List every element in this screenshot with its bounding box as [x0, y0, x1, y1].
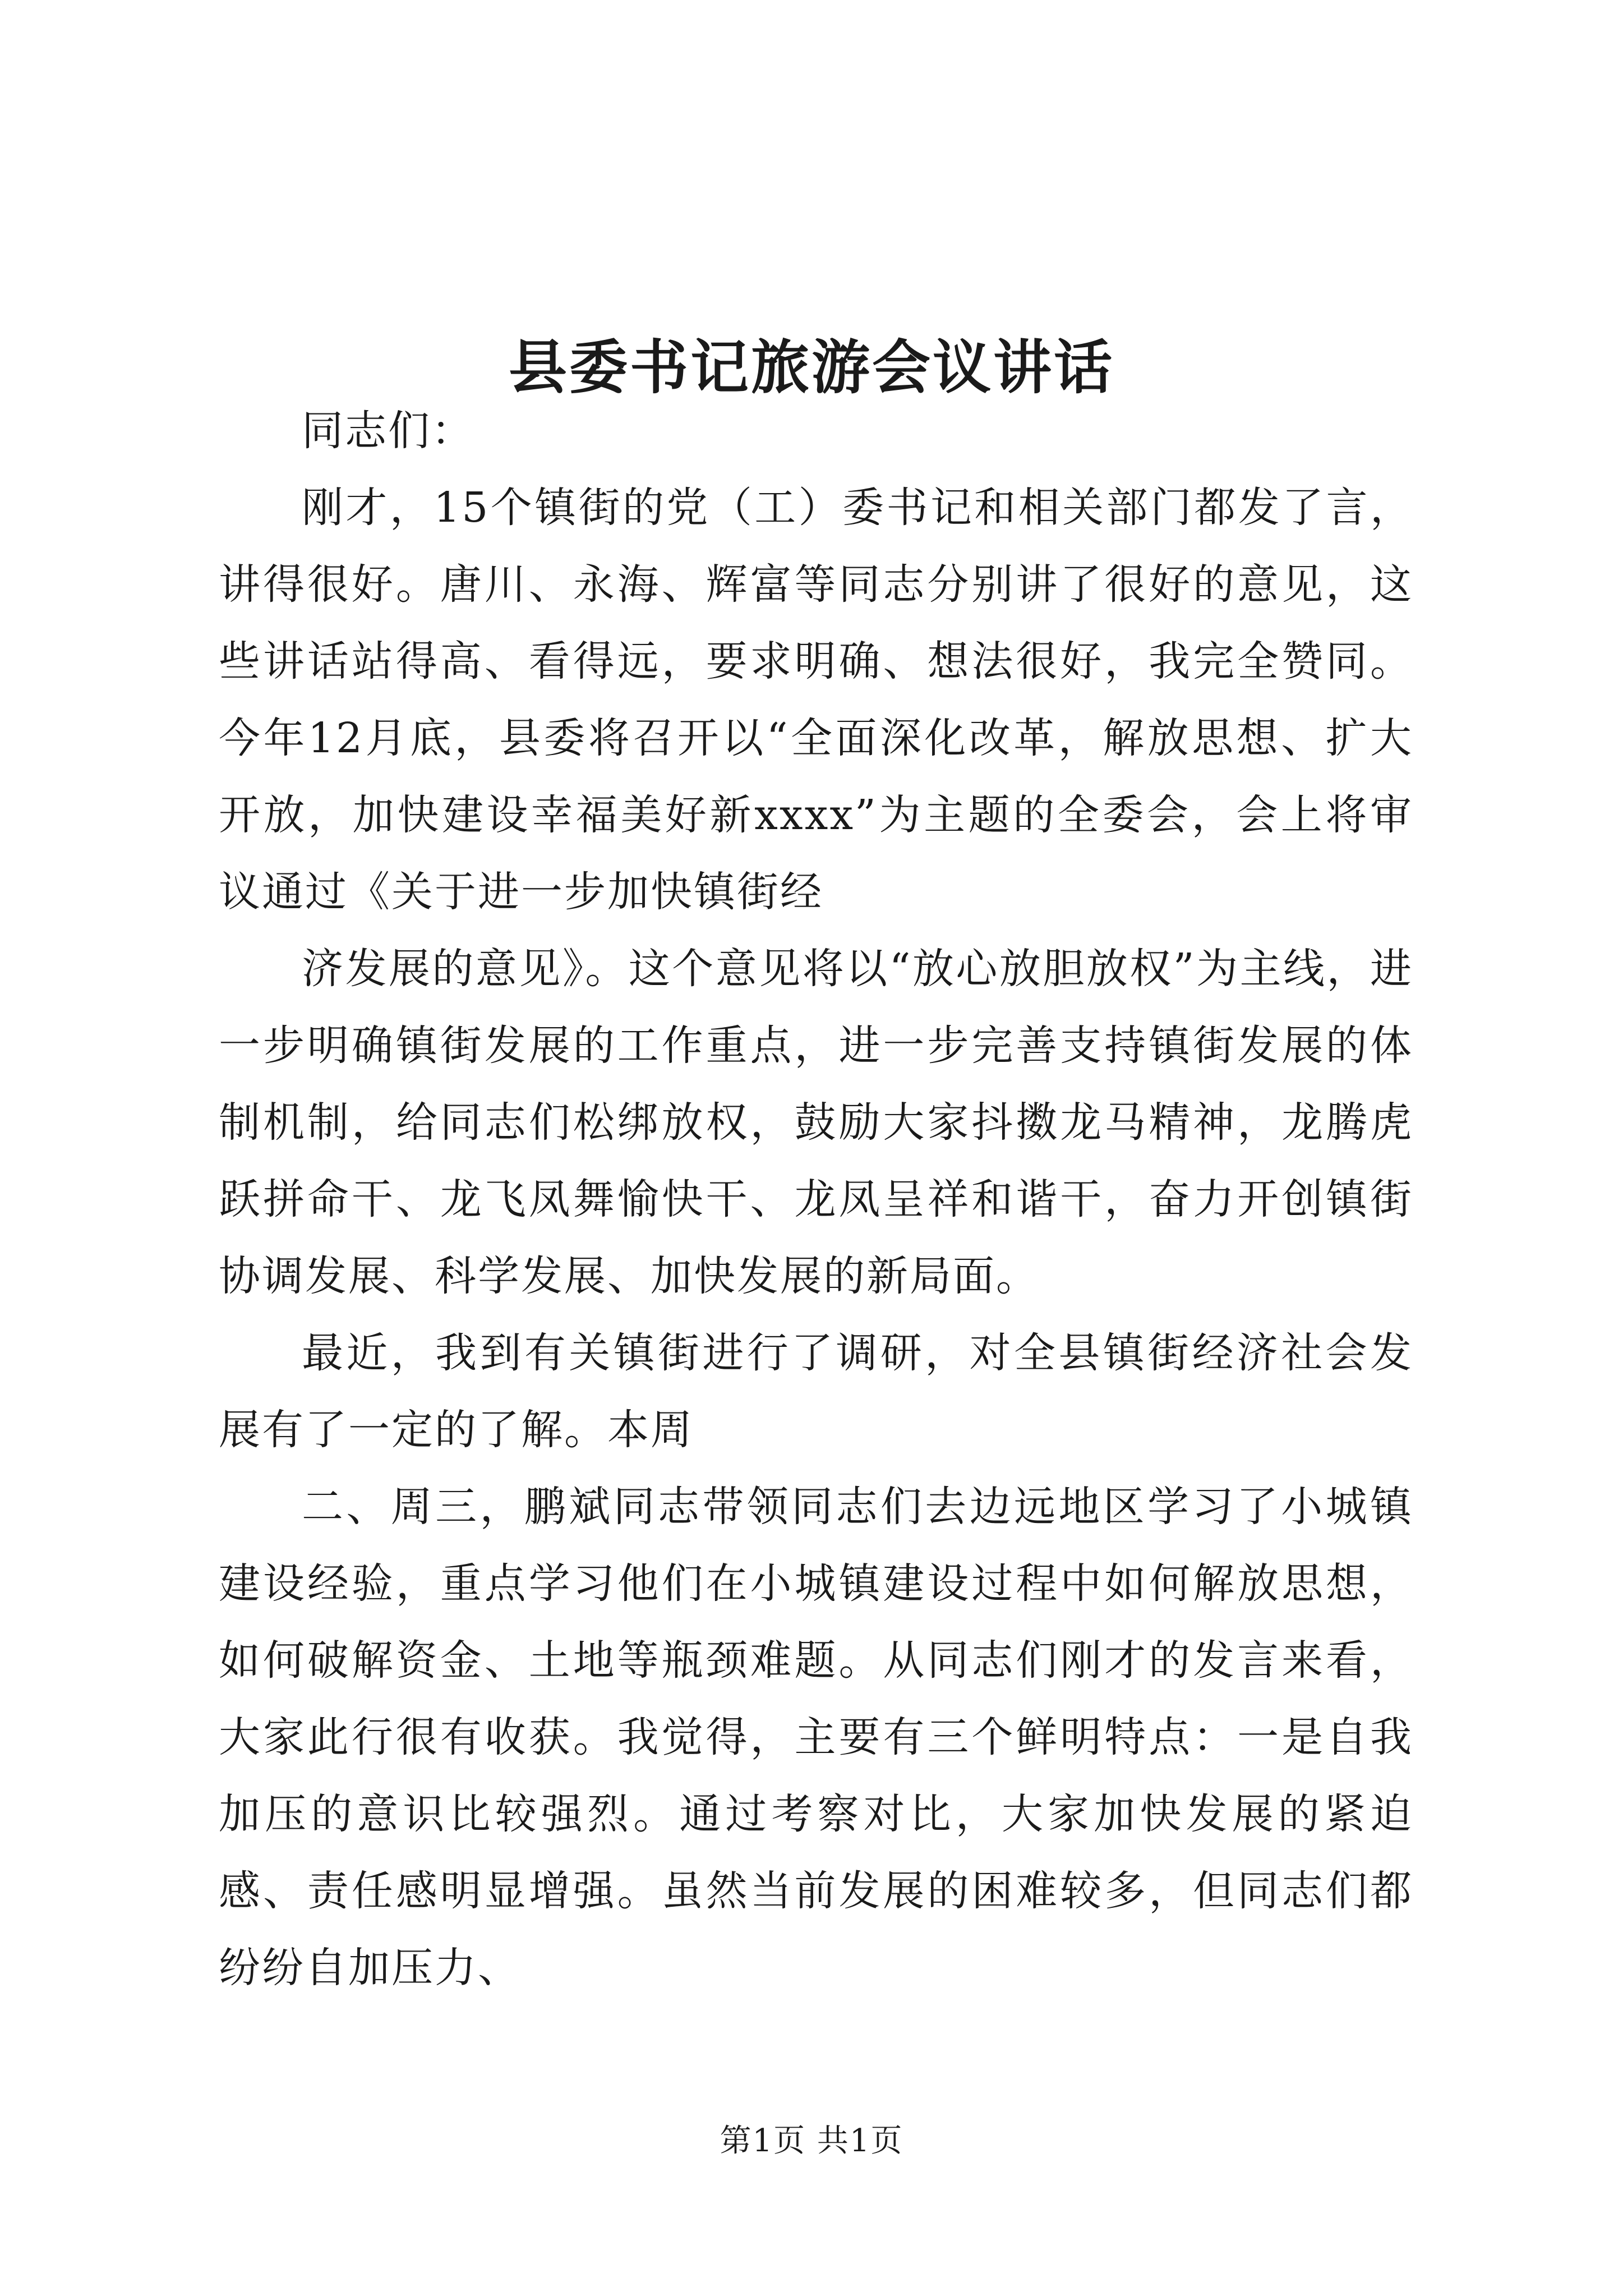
- page-footer: 第1页 共1页: [720, 2123, 903, 2159]
- document-title: 县委书记旅游会议讲话: [508, 332, 1114, 402]
- paragraph: 最近，我到有关镇街进行了调研，对全县镇街经济社会发展有了一定的了解。本周: [219, 1329, 1413, 1454]
- paragraph: 二、周三，鹏斌同志带领同志们去边远地区学习了小城镇建设经验，重点学习他们在小城镇建设过程中如何解放思想，如何破解资金、土地等瓶颈难题。从同志们刚才的发言来看，大家此行很有收获。我觉得，主要有三个鲜明特点：一是自我加压的意识比较强烈。通过考察对比，大家加快发展的紧迫感、责任感明显增强。虽然当前发展的困难较多，但同志们都纷纷自加压力、: [219, 1483, 1413, 1992]
- paragraph: 刚才，15个镇街的党（工）委书记和相关部门都发了言，讲得很好。唐川、永海、辉富等同志分别讲了很好的意见，这些讲话站得高、看得远，要求明确、想法很好，我完全赞同。今年12月底，县委将召开以“全面深化改革，解放思想、扩大开放，加快建设幸福美好新xxxx”为主题的全委会，会上将审议通过《关于进一步加快镇街经: [219, 484, 1413, 916]
- paragraph-salutation: 同志们：: [302, 407, 474, 455]
- paragraph: 济发展的意见》。这个意见将以“放心放胆放权”为主线，进一步明确镇街发展的工作重点，进一步完善支持镇街发展的体制机制，给同志们松绑放权，鼓励大家抖擞龙马精神，龙腾虎跃拼命干、龙飞凤舞愉快干、龙凤呈祥和谐干，奋力开创镇街协调发展、科学发展、加快发展的新局面。: [219, 945, 1413, 1300]
- document-body: [219, 393, 1413, 2007]
